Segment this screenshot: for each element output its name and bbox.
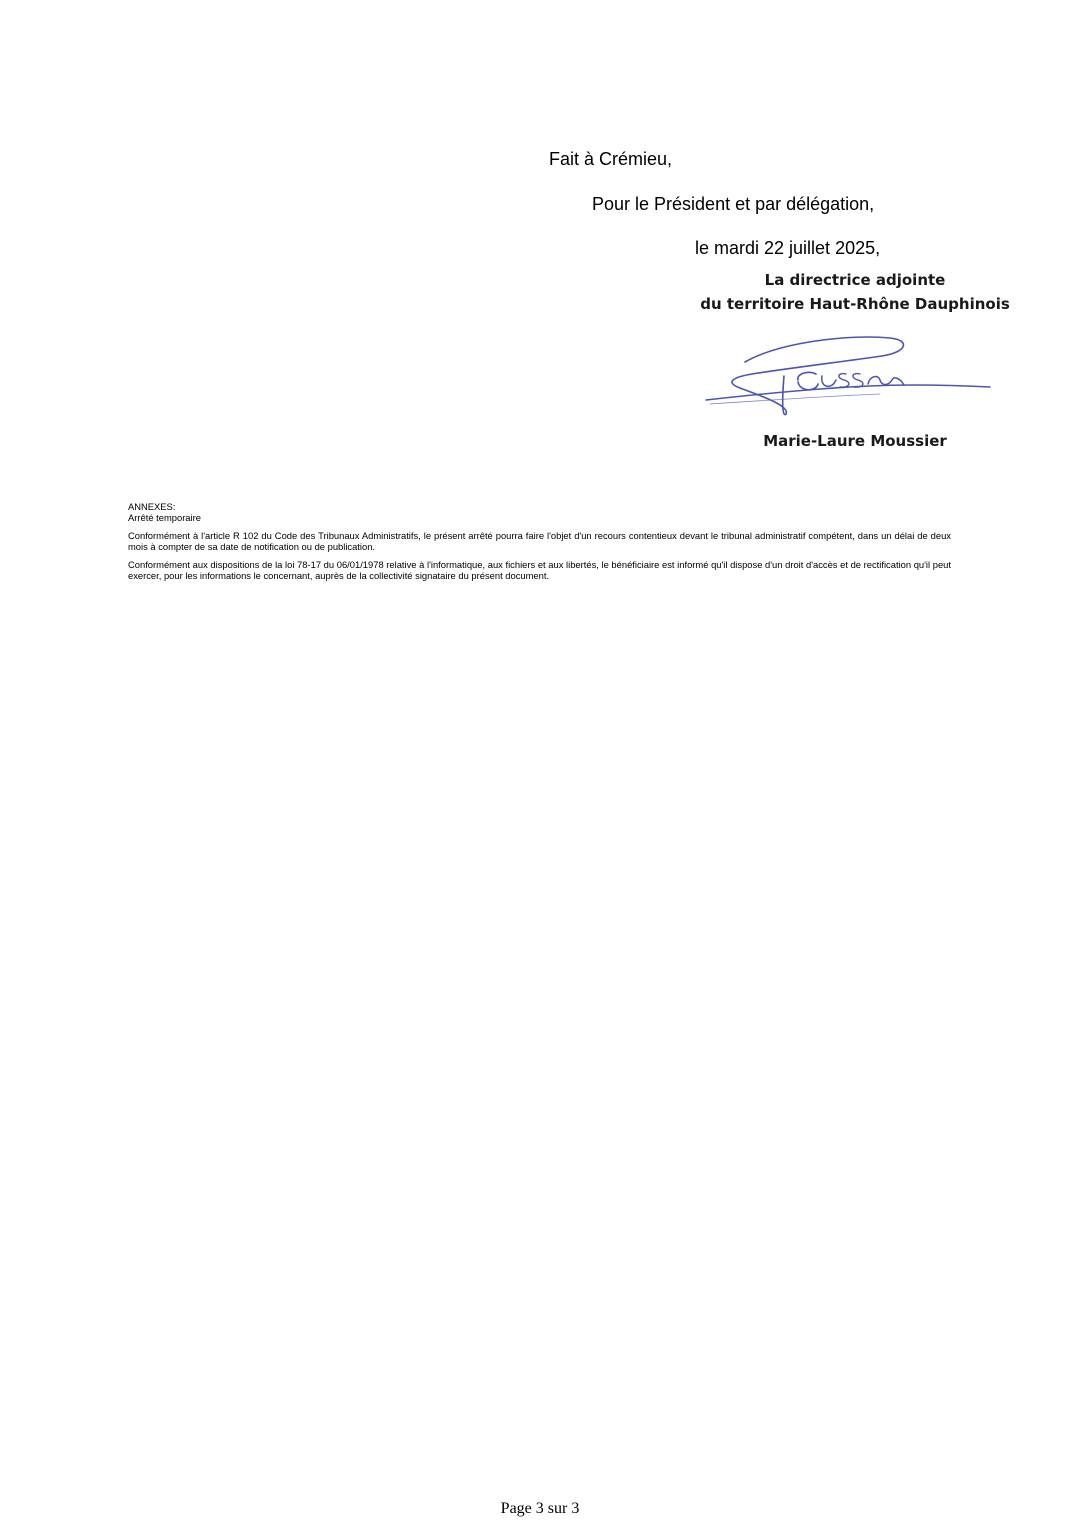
legal-notes: [128, 501, 951, 581]
annexes-item: Arrêté temporaire: [128, 512, 201, 523]
signer-role-line-2: du territoire Haut-Rhône Dauphinois: [700, 295, 1010, 313]
signer-name: Marie-Laure Moussier: [763, 432, 947, 450]
place-line: Fait à Crémieu,: [549, 149, 673, 169]
signer-role-line-1: La directrice adjointe: [764, 271, 946, 289]
delegation-line: Pour le Président et par délégation,: [592, 194, 875, 214]
annexes-label: ANNEXES:: [128, 501, 176, 512]
signer-role: [700, 268, 1010, 316]
date-line: le mardi 22 juillet 2025,: [695, 238, 881, 258]
page-number: Page 3 sur 3: [500, 1500, 580, 1517]
privacy-notice: Conformément aux dispositions de la loi 78-17 du 06/01/1978 relative à l'informatique, aux fichiers et aux libertés, le bénéficiaire est informé qu'il dispose d'un droit d'accès et de rectification qu'il peut exercer, pour les informations le concernant, auprès de la collectivité signataire du présent document.: [128, 559, 951, 581]
recourse-notice: Conformément à l'article R 102 du Code des Tribunaux Administratifs, le présent arrêté pourra faire l'objet d'un recours contentieux devant le tribunal administratif compétent, dans un délai de deux mois à compter de sa date de notification ou de publication.: [128, 530, 951, 552]
handwritten-signature-icon: [700, 330, 1000, 422]
